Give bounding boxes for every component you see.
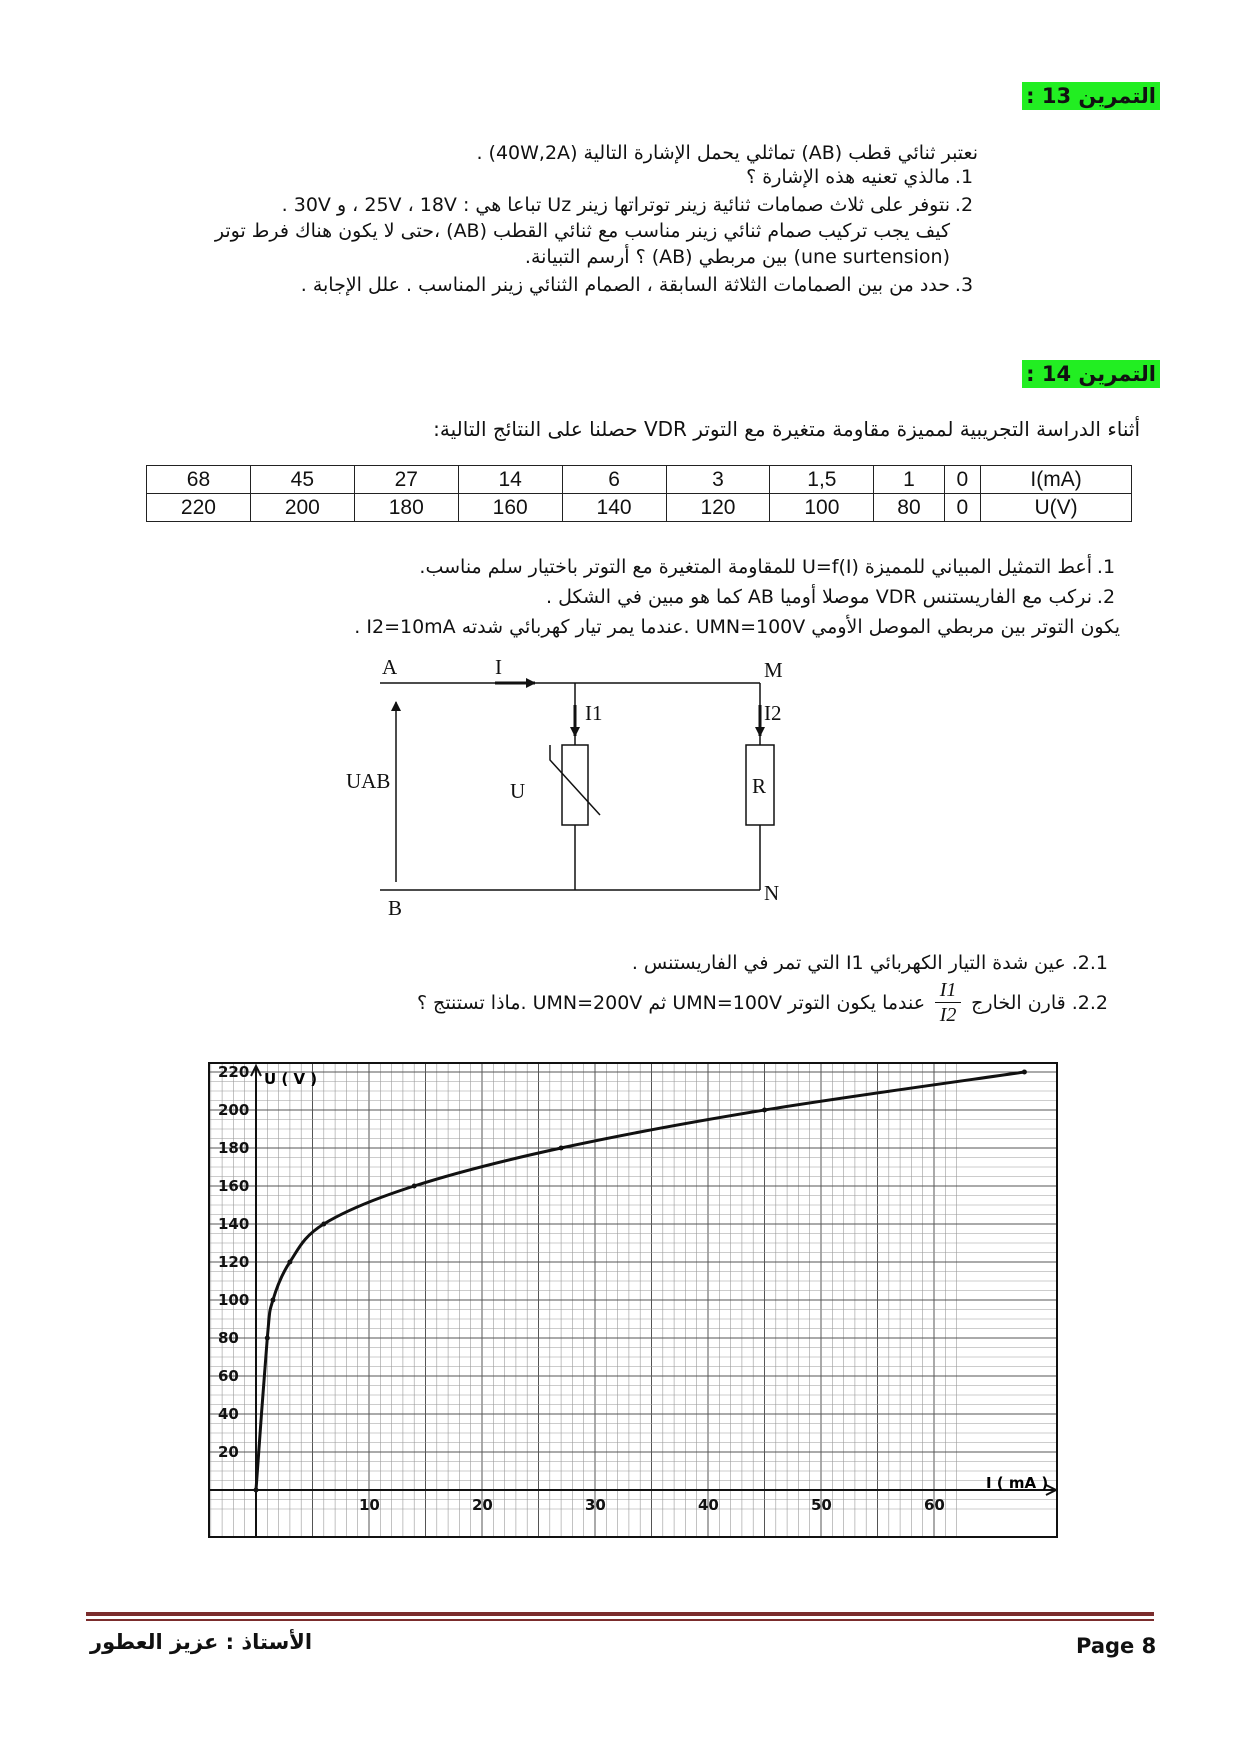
table-cell: 200 [250,494,354,522]
table-cell: 160 [458,494,562,522]
y-tick-label: 200 [218,1101,250,1119]
table-cell: 1,5 [770,466,874,494]
y-tick-label: 120 [218,1253,250,1271]
y-tick-label: 40 [218,1405,239,1423]
table-cell: 45 [250,466,354,494]
node-a-label: A [382,655,398,679]
current-i-label: I [495,655,502,679]
table-cell: 140 [562,494,666,522]
data-point [265,1336,270,1341]
data-point [762,1108,767,1113]
node-n-label: N [764,881,780,905]
varistor-nonlinear-mark [550,745,600,815]
table-header-cell: U(V) [981,494,1132,522]
table-row-voltage [147,494,1132,522]
data-point [287,1260,292,1265]
q22-after: عندما يكون التوتر UMN=100V ثم UMN=200V .ماذا تستنتج ؟ [416,991,926,1014]
current-i1-label: I1 [585,701,603,725]
x-tick-label: 30 [585,1496,606,1514]
varistor-u-label: U [510,779,526,803]
x-tick-label: 10 [359,1496,380,1514]
table-cell: 80 [874,494,944,522]
table-cell: 0 [944,466,981,494]
footer-rule [86,1612,1154,1616]
table-cell: 14 [458,466,562,494]
ex13-item-3: 3.حدد من بين الصمامات الثلاثة السابقة ، الصمام الثنائي زينر المناسب . علل الإجابة . [300,274,974,296]
y-tick-label: 20 [218,1443,239,1461]
x-tick-label: 50 [811,1496,832,1514]
ex14-intro: أثناء الدراسة التجريبية لمميزة مقاومة متغيرة مع التوتر VDR حصلنا على النتائج التالية: [433,417,1140,441]
fraction-denominator: I2 [939,1004,957,1026]
data-point [1022,1070,1027,1075]
ex13-item-2-cont2: (une surtension) بين مربطي (AB) ؟ أرسم التبيانة. [524,246,950,268]
y-tick-label: 220 [218,1063,250,1081]
y-tick-label: 140 [218,1215,250,1233]
x-axis-label: I ( mA ) [986,1474,1049,1492]
table-cell: 68 [147,466,251,494]
author-name: الأستاذ : عزيز العطور [90,1630,313,1654]
y-tick-label: 80 [218,1329,239,1347]
table-cell: 1 [874,466,944,494]
ex13-item-2: 2.نتوفر على ثلاث صمامات ثنائية زينر توتراتها زينر Uz تباعا هي : 25V ، 18V ، و 30V . [281,194,974,216]
y-tick-label: 160 [218,1177,250,1195]
x-tick-label: 40 [698,1496,719,1514]
table-cell: 27 [354,466,458,494]
fraction-i1-over-i2 [935,978,961,1027]
exercise-14-title: التمرين 14 : [1022,360,1160,388]
exercise-13-title: التمرين 13 : [1022,82,1160,110]
u-i-characteristic-chart [208,1062,1058,1538]
y-tick-label: 60 [218,1367,239,1385]
ex13-intro: نعتبر ثنائي قطب (AB) تماثلي يحمل الإشارة التالية (40W,2A) . [476,142,978,164]
data-point [559,1146,564,1151]
y-tick-label: 100 [218,1291,250,1309]
circuit-diagram [330,650,810,920]
ex13-item-2-cont: كيف يجب تركيب صمام ثنائي زينر مناسب مع ثنائي القطب (AB) ،حتى لا يكون هناك فرط توتر [214,220,950,242]
y-axis-label: U ( V ) [264,1070,318,1088]
table-row-current [147,466,1132,494]
table-cell: 180 [354,494,458,522]
current-i2-label: I2 [764,701,782,725]
varistor-symbol [562,745,588,825]
fraction-numerator: I1 [939,979,957,1001]
table-cell: 100 [770,494,874,522]
voltage-uab-label: UAB [346,769,391,793]
table-cell: 220 [147,494,251,522]
ex14-item-2: 2.نركب مع الفاريستنس VDR موصلا أوميا AB كما هو مبين في الشكل . [546,586,1116,608]
table-cell: 120 [666,494,770,522]
footer-rule-thin [86,1619,1154,1621]
q22-before: 2.2. قارن الخارج [971,991,1108,1014]
data-point [412,1184,417,1189]
measurement-table [146,465,1132,522]
node-m-label: M [764,658,783,682]
question-2-2 [417,978,1108,1027]
data-point [254,1488,259,1493]
table-cell: 6 [562,466,666,494]
page-number: Page 8 [1076,1634,1157,1658]
x-tick-label: 20 [472,1496,493,1514]
table-cell: 0 [944,494,981,522]
ex14-item-2-cont: يكون التوتر بين مربطي الموصل الأومي UMN=100V .عندما يمر تيار كهربائي شدته I2=10mA . [354,616,1120,638]
ex13-item-1: 1.مالذي تعنيه هذه الإشارة ؟ [746,166,974,188]
table-header-cell: I(mA) [981,466,1132,494]
table-cell: 3 [666,466,770,494]
ex14-questions [220,552,1120,642]
question-2-1: 2.1. عين شدة التيار الكهربائي I1 التي تمر في الفاريستنس . [631,952,1108,974]
ex13-questions [158,162,978,300]
data-point [270,1298,275,1303]
data-point [321,1222,326,1227]
node-b-label: B [388,896,403,920]
ex14-item-1: 1.أعط التمثيل المبياني للمميزة U=f(I) للمقاومة المتغيرة مع التوتر باختيار سلم مناسب. [419,556,1116,578]
resistor-r-label: R [752,774,767,798]
y-tick-label: 180 [218,1139,250,1157]
x-tick-label: 60 [924,1496,945,1514]
